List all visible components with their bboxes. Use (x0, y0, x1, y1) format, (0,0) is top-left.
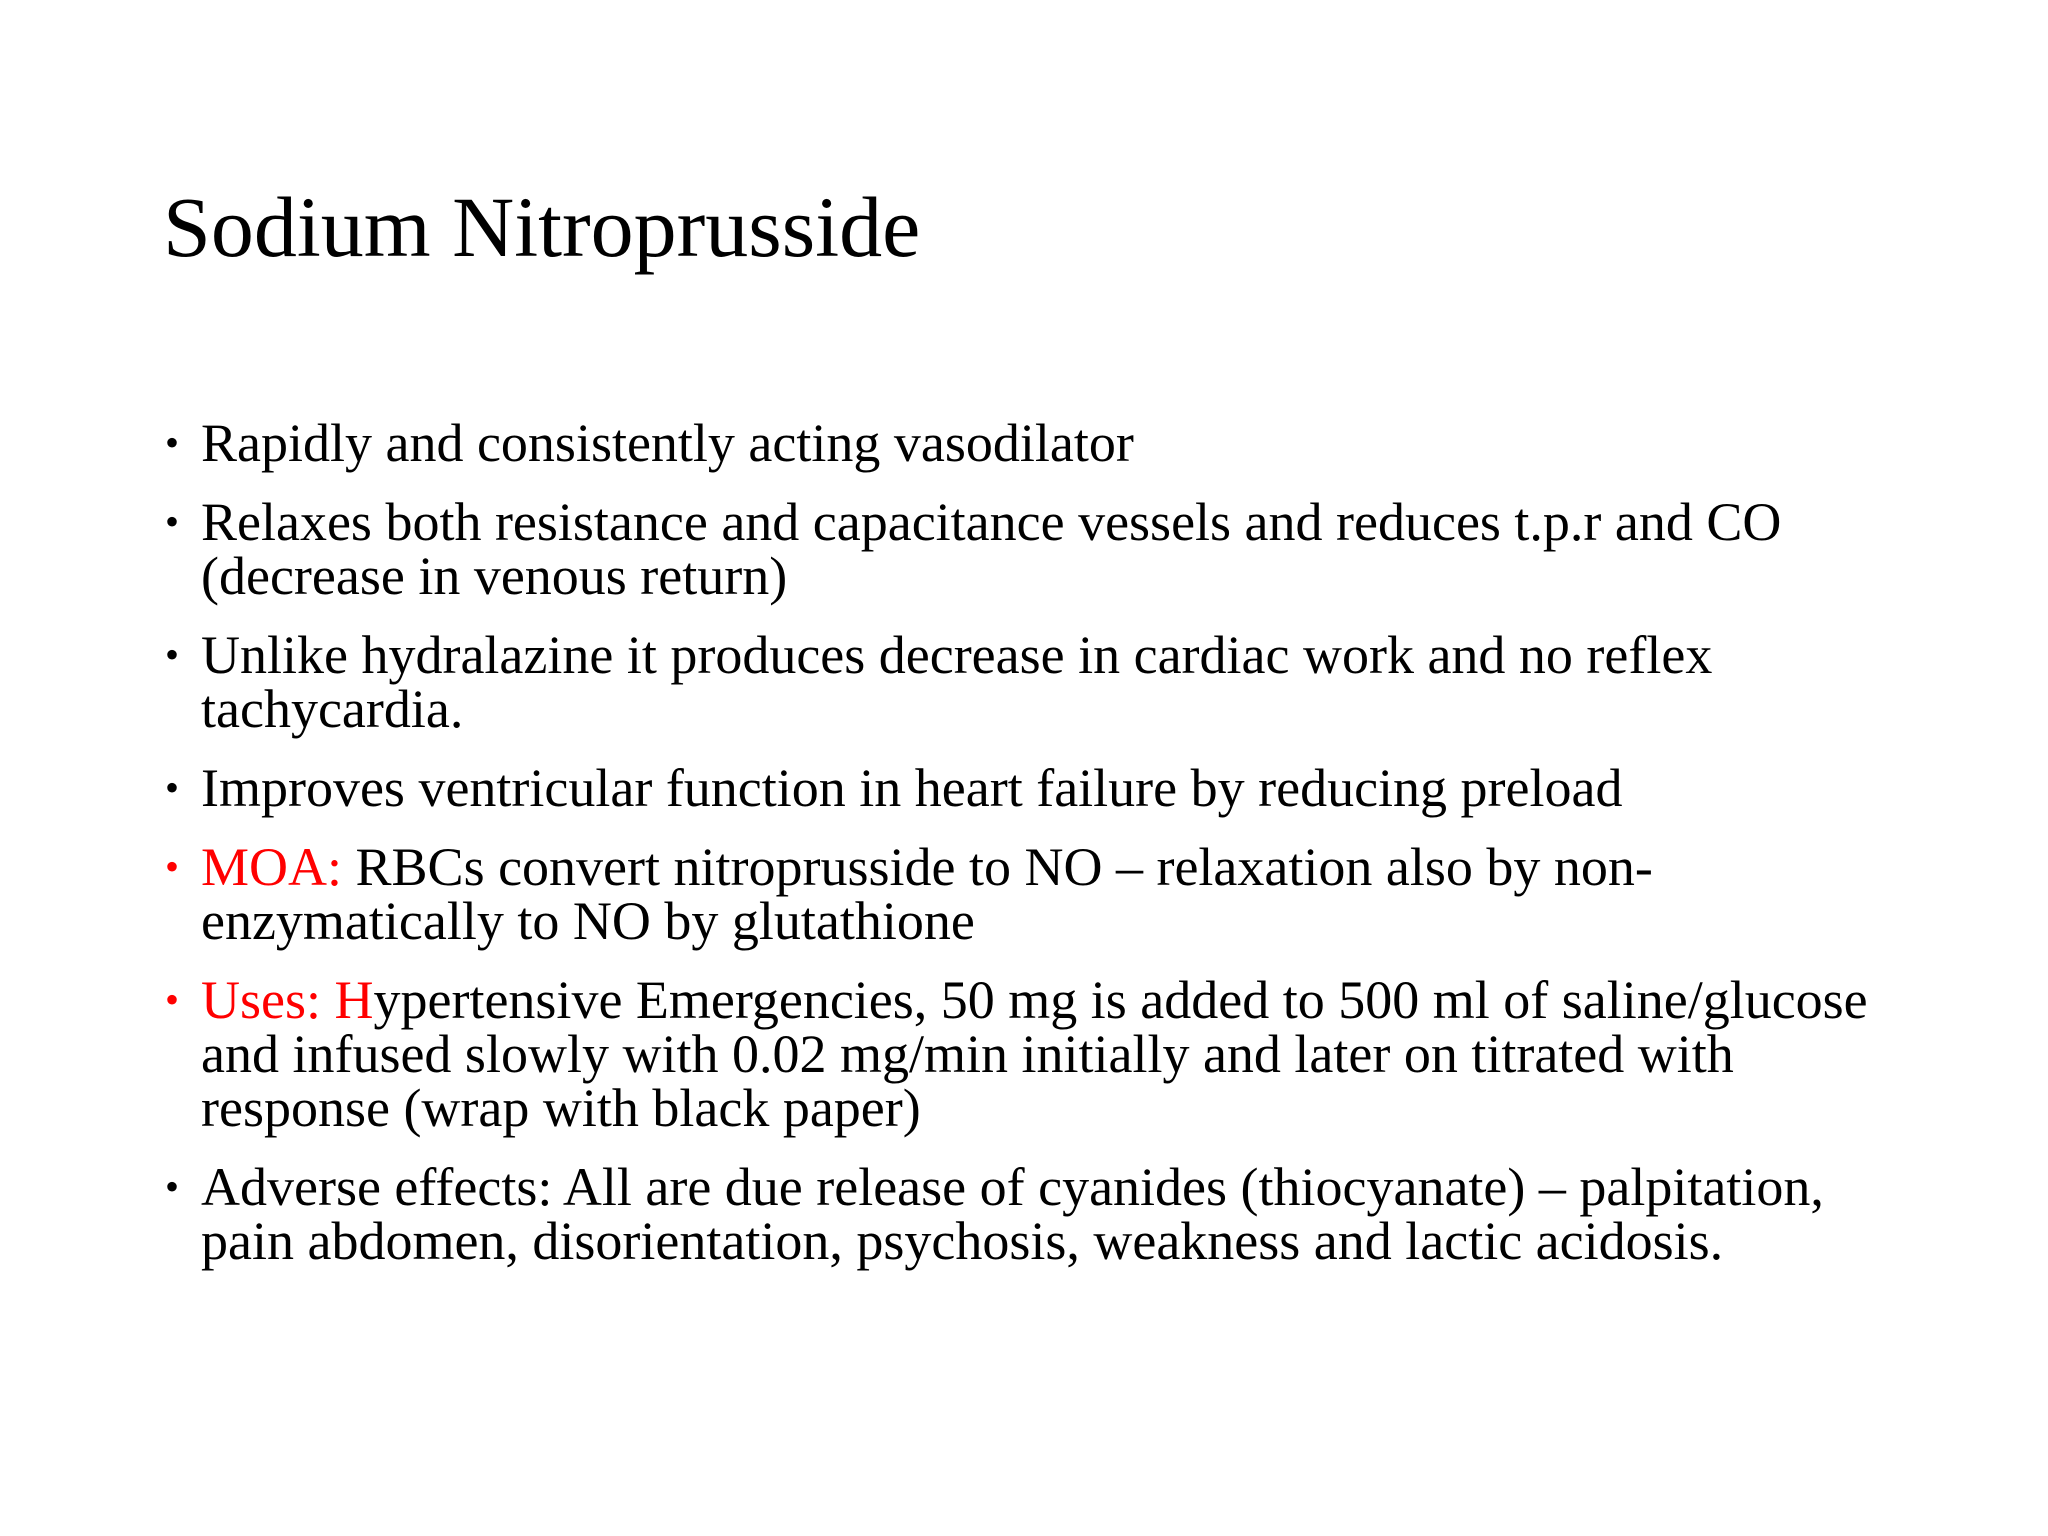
bullet-text: Relaxes both resistance and capacitance vessels and reduces t.p.r and CO (decrease in venous return) (201, 492, 1782, 606)
bullet-text: Improves ventricular function in heart failure by reducing preload (201, 758, 1623, 818)
bullet-text: Adverse effects: All are due release of cyanides (thiocyanate) – palpitation, pain abdomen, disorientation, psychosis, weakness and lactic acidosis. (201, 1157, 1824, 1271)
bullet-text: ypertensive Emergencies, 50 mg is added to 500 ml of saline/glucose and infused slowly with 0.02 mg/min initially and later on titrated with response (wrap with black paper) (201, 970, 1868, 1138)
bullet-list (163, 413, 1903, 1293)
bullet-item (163, 758, 1903, 818)
bullet-item (163, 625, 1903, 739)
bullet-lead-label: MOA: (201, 837, 356, 897)
bullet-text: RBCs convert nitroprusside to NO – relaxation also by non-enzymatically to NO by glutathione (201, 837, 1653, 951)
bullet-dot-icon: • (165, 765, 180, 810)
bullet-item (163, 1157, 1903, 1271)
bullet-text: Rapidly and consistently acting vasodilator (201, 413, 1134, 473)
bullet-dot-icon: • (165, 420, 180, 465)
bullet-lead-label: Uses: H (201, 970, 374, 1030)
bullet-item-moa (163, 837, 1903, 951)
bullet-dot-icon: • (165, 1164, 180, 1209)
bullet-dot-icon: • (165, 632, 180, 677)
bullet-dot-icon: • (165, 499, 180, 544)
slide-title: Sodium Nitroprusside (163, 179, 921, 275)
bullet-item (163, 492, 1903, 606)
bullet-text: Unlike hydralazine it produces decrease in cardiac work and no reflex tachycardia. (201, 625, 1713, 739)
bullet-item-uses (163, 970, 1903, 1138)
bullet-dot-icon: • (165, 844, 180, 889)
bullet-dot-icon: • (165, 977, 180, 1022)
bullet-item (163, 413, 1903, 473)
